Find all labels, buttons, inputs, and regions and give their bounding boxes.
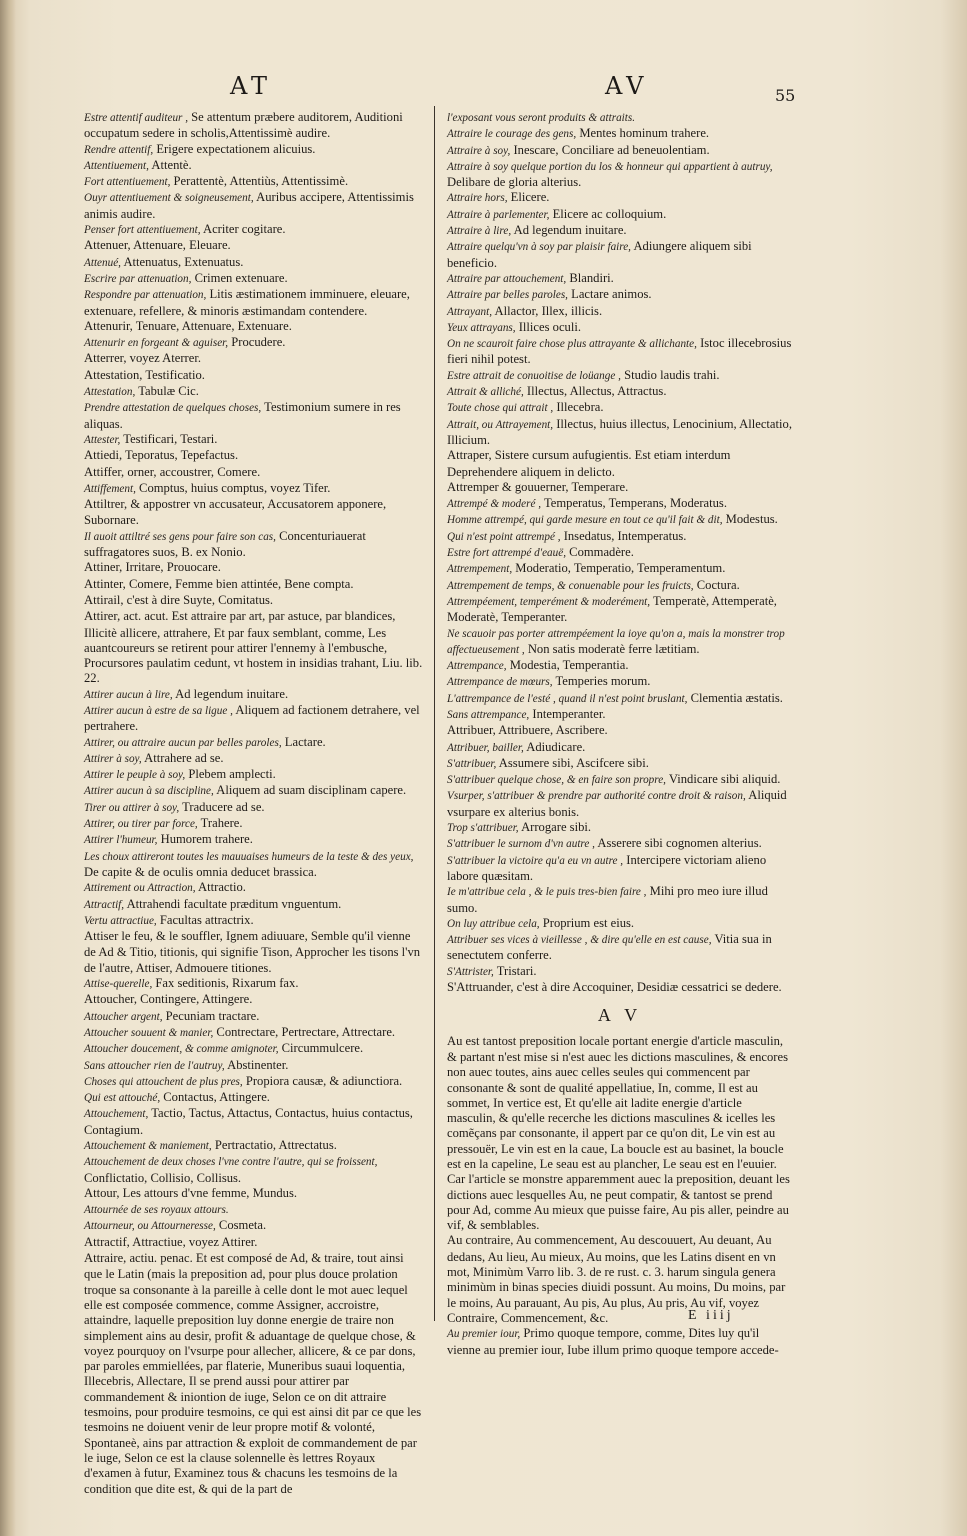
french-phrase: Fort attentiuement, (84, 176, 171, 189)
french-phrase: Attrempement de temps, & conuenable pour les fruicts, (447, 579, 694, 592)
dictionary-entry (447, 1233, 793, 1326)
dictionary-entry (84, 849, 424, 881)
dictionary-entry (84, 687, 424, 703)
french-phrase: Vertu attractiue, (84, 914, 157, 927)
latin-gloss: Attremper & gouuerner, Temperare. (447, 479, 629, 494)
latin-gloss: Attoucher, Contingere, Attingere. (84, 992, 253, 1007)
dictionary-entry (84, 110, 424, 142)
french-phrase: Attirer à soy, (84, 752, 142, 765)
dictionary-entry (84, 880, 424, 896)
dictionary-entry (84, 255, 424, 271)
french-phrase: Attraire à lire, (447, 225, 512, 238)
dictionary-entry (447, 980, 793, 996)
page-number: 55 (775, 86, 796, 105)
dictionary-entry (84, 1251, 424, 1497)
french-phrase: Attouchement, (84, 1108, 149, 1121)
latin-gloss: Illectus, huius illectus, Lenocinium, Allectatio, Illicium. (447, 416, 792, 447)
dictionary-entry (84, 1186, 424, 1202)
latin-gloss: Conflictatio, Collisio, Collisus. (84, 1170, 242, 1185)
dictionary-entry (84, 529, 424, 561)
french-phrase: Attoucher argent, (84, 1010, 163, 1023)
latin-gloss: Attirer, act. acut. Est attraire par art, par astuce, par blandices, Illicitè allicere, attrahere, Et par faux semblant, comme, Les auantcoureurs se retirent pour attirer l'ennemy à l'embusche, Procursores paulatim cedunt, vt hostem in insidias trahant, Liu. lib. 22. (84, 609, 423, 686)
latin-gloss: Coctura. (696, 577, 740, 592)
latin-gloss: Attiffer, orner, accoustrer, Comere. (84, 464, 261, 479)
french-phrase: Attirer, ou attraire aucun par belles paroles, (84, 736, 282, 749)
french-phrase: Attribuer ses vices à vieillesse , & dire qu'elle en est cause, (447, 934, 712, 947)
dictionary-entry (447, 916, 793, 932)
french-phrase: Ie m'attribue cela , & le puis tres-bien faire , (447, 886, 647, 899)
dictionary-entry (447, 578, 793, 594)
french-phrase: Attrayant, (447, 305, 493, 318)
french-phrase: Respondre par attenuation, (84, 289, 207, 302)
latin-gloss: Assumere sibi, Ascifcere sibi. (498, 755, 649, 770)
latin-gloss: Attestation, Testificatio. (84, 367, 205, 382)
latin-gloss: Modestia, Temperantia. (509, 658, 629, 673)
latin-gloss: Insedatus, Intemperatus. (563, 528, 687, 543)
latin-gloss: Attraper, Sistere cursum aufugientis. Est etiam interdum Deprehendere aliquem in delicto. (447, 448, 731, 479)
latin-gloss: Ad legendum inuitare. (513, 223, 627, 238)
french-phrase: Attraire le courage des gens, (447, 128, 577, 141)
dictionary-entry (84, 158, 424, 174)
latin-gloss: Attractio. (198, 880, 246, 895)
dictionary-entry (84, 142, 424, 158)
dictionary-entry (84, 1218, 424, 1234)
latin-gloss: Propiora causæ, & adiunctiora. (245, 1073, 403, 1088)
dictionary-entry (84, 465, 424, 481)
latin-gloss: Au contraire, Au commencement, Au descouuert, Au deuant, Au dedans, Au lieu, Au mieux, Au moins, que les Latins disent en vn mot, Minimùm Varro lib. 3. de re rust. c. 3. harum singula genera minimùm in binas species diuidi possunt. Au moins, Du moins, par le moins, Au parauant, Au pis, Au plus, Au pris, Au vif, voyez Contraire, Commencement, &c. (447, 1233, 786, 1325)
french-phrase: Attirer aucun à sa discipline, (84, 785, 214, 798)
dictionary-entry (84, 577, 424, 593)
french-phrase: L'attrempance de l'esté , quand il n'est point bruslant, (447, 692, 688, 705)
dictionary-entry (447, 304, 793, 320)
latin-gloss: Allactor, Illex, illicis. (494, 303, 603, 318)
latin-gloss: Contrectare, Pertrectare, Attrectare. (216, 1024, 396, 1039)
french-phrase: Tirer ou attirer à soy, (84, 801, 180, 814)
dictionary-entry (447, 448, 793, 480)
dictionary-entry (84, 351, 424, 367)
latin-gloss: Abstinenter. (227, 1057, 289, 1072)
latin-gloss: Delibare de gloria alterius. (447, 175, 582, 190)
latin-gloss: Asserere sibi cognomen alterius. (597, 836, 762, 851)
dictionary-entry (447, 287, 793, 303)
latin-gloss: Primo quoque tempore, comme, Dites luy qu'il vienne au premier iour, Iube illum primo quoque tempore accede- (447, 1326, 779, 1357)
latin-gloss: Se attentum præbere auditorem, Auditioni occupatum sedere in scholis,Attentissimè audire. (84, 110, 403, 141)
dictionary-entry (84, 832, 424, 848)
french-phrase: Attractif, (84, 898, 125, 911)
french-phrase: Trop s'attribuer, (447, 822, 519, 835)
dictionary-entry (447, 884, 793, 916)
latin-gloss: Adiungere aliquem sibi beneficio. (447, 239, 752, 270)
french-phrase: Prendre attestation de quelques choses, (84, 402, 262, 415)
dictionary-entry (447, 1326, 793, 1358)
french-phrase: Attirer le peuple à soy, (84, 769, 186, 782)
latin-gloss: Clementia æstatis. (690, 690, 783, 705)
dictionary-entry (84, 319, 424, 335)
french-phrase: Attirer aucun à lire, (84, 688, 173, 701)
latin-gloss: Non satis moderatè ferre lætitiam. (527, 641, 700, 656)
french-phrase: Attenurir en forgeant & aguiser, (84, 337, 229, 350)
dictionary-entry (84, 992, 424, 1008)
signature-mark: E iiij (688, 1308, 734, 1323)
latin-gloss: Au est tantost preposition locale portant energie d'article masculin, & partant n'est mise si n'est auec les dictions masculines, & encores non auec toutes, ains auec celles seules qui commencent par consonante & sont de qualité appellatiue, In, comme, Il est au sommet, In vertice est, Et qu'elle ait ladite energie d'article masculin, & qu'elle recerche les dictions masculines & icelles les comẽçans par consonante, il appert par ce qu'on dit, Le vin est au pressouër, Le vin est en la caue, La boucle est au basinet, la boucle est en la capeline, Le seau est au plancher, Le seau est en l'euuier. Car l'article se monstre apparemment auec la preposition, deuant les dictions auec lesquelles Au, ne peut compatir, & tantost se prend pour Ad, comme Au mieux que puisse faire, Au pis aller, peindre au vif, & semblables. (447, 1033, 790, 1233)
french-phrase: Attrait & alliché, (447, 386, 524, 399)
dictionary-entry (447, 964, 793, 980)
french-phrase: Attirer aucun à estre de sa ligue , (84, 704, 233, 717)
dictionary-entry (447, 707, 793, 723)
french-phrase: Estre attrait de conuoitise de loüange , (447, 369, 621, 382)
latin-gloss: Tactio, Tactus, Attactus, Contactus, huius contactus, Contagium. (84, 1106, 413, 1137)
dictionary-entry (84, 400, 424, 432)
french-phrase: Choses qui attouchent de plus pres, (84, 1075, 243, 1088)
latin-gloss: Attrahendi facultate præditum vnguentum. (126, 896, 342, 911)
left-column (84, 110, 424, 1497)
dictionary-entry (447, 223, 793, 239)
french-phrase: Penser fort attentiuement, (84, 224, 201, 237)
latin-gloss: Illectus, Allectus, Attractus. (526, 384, 667, 399)
french-phrase: On luy attribue cela, (447, 917, 540, 930)
latin-gloss: Vindicare sibi aliquid. (668, 772, 781, 787)
french-phrase: S'attribuer, (447, 757, 497, 770)
latin-gloss: Intemperanter. (532, 706, 606, 721)
french-phrase: Attestation, (84, 386, 136, 399)
latin-gloss: Attraire, actiu. penac. Et est composé de Ad, & traire, tout ainsi que le Latin (mais la preposition ad, pour plus douce prolation troque sa consonante à la pareille à celle dont le mot auec lequel elle est composée commence, comme Assigner, accroistre, attaindre, laquelle preposition luy donne energie de traire non simplement ains au desir, profit & aduantage de quelque chose, & voyez pourquoy on l'vsurpe pour allecher, allicere, & ce par dons, par paroles emmiellées, par flaterie, Muneribus suaui loquentia, Illecebris, Allectare, Il se prend aussi pour attirer par commandement & iniontion de iuge, Selon ce on dit attraire tesmoins, pour produire tesmoins, ce qui est ainsi dit par ce que les tesmoins ne doiuent venir de leur propre motif & volonté, Spontaneè, ains par attraction & exploit de commandement de par le iuge, Selon ce est la clause solennelle ès lettres Royaux d'examen à futur, Examinez tous & chacuns les tesmoins de la condition que dite est, & qui de la part de (84, 1251, 422, 1496)
binding-gutter (0, 0, 16, 1536)
french-phrase: Vsurper, s'attribuer & prendre par authorité contre droit & raison, (447, 790, 746, 803)
french-phrase: Attraire à parlementer, (447, 208, 550, 221)
dictionary-entry (84, 1202, 424, 1218)
latin-gloss: Trahere. (200, 816, 243, 831)
latin-gloss: Litis æstimationem imminuere, eleuare, extenuare, refellere, & minoris æstimandam contendere. (84, 287, 410, 318)
latin-gloss: Elicere. (510, 190, 550, 205)
french-phrase: Ouyr attentiuement & soigneusement, (84, 192, 254, 205)
latin-gloss: Temperatus, Temperans, Moderatus. (543, 496, 727, 511)
latin-gloss: Istoc illecebrosius fieri nihil potest. (447, 336, 792, 367)
dictionary-entry (447, 159, 793, 191)
latin-gloss: Modestus. (725, 512, 778, 527)
dictionary-entry (84, 271, 424, 287)
french-phrase: Homme attrempé, qui garde mesure en tout ce qu'il fait & dit, (447, 514, 723, 527)
latin-gloss: Humorem trahere. (160, 832, 253, 847)
french-phrase: l'exposant vous seront produits & attraits. (447, 112, 636, 124)
french-phrase: Sans attoucher rien de l'autruy, (84, 1059, 225, 1072)
latin-gloss: Mihi pro meo iure illud sumo. (447, 884, 768, 915)
french-phrase: Attraire à soy, (447, 144, 511, 157)
latin-gloss: Aliquid vsurpare ex alterius bonis. (447, 788, 787, 819)
latin-gloss: Contactus, Attingere. (163, 1090, 270, 1105)
dictionary-entry (447, 756, 793, 772)
dictionary-entry (447, 480, 793, 496)
latin-gloss: Pecuniam tractare. (165, 1008, 260, 1023)
dictionary-entry (447, 336, 793, 368)
french-phrase: Estre attentif auditeur , (84, 112, 188, 124)
french-phrase: Attourneur, ou Attourneresse, (84, 1220, 216, 1233)
dictionary-entry (84, 897, 424, 913)
dictionary-entry (84, 609, 424, 686)
latin-gloss: Concenturiauerat suffragatores suos, B. ex Nonio. (84, 528, 366, 560)
latin-gloss: Aliquem ad suam disciplinam capere. (216, 783, 407, 798)
french-phrase: Attirement ou Attraction, (84, 882, 196, 895)
french-phrase: Attouchement de deux choses l'vne contre l'autre, qui se froissent, (84, 1156, 378, 1169)
latin-gloss: Illices oculi. (518, 319, 581, 334)
dictionary-entry (447, 368, 793, 384)
dictionary-entry (84, 767, 424, 783)
dictionary-entry (447, 512, 793, 528)
latin-gloss: Testificari, Testari. (123, 431, 218, 446)
latin-gloss: Attiltrer, & appostrer vn accusateur, Accusatorem apponere, Subornare. (84, 497, 387, 528)
latin-gloss: Inescare, Conciliare ad beneuolentiam. (513, 142, 710, 157)
latin-gloss: De capite & de oculis omnia deducet brassica. (84, 864, 317, 879)
dictionary-entry (447, 143, 793, 159)
latin-gloss: Facultas attractrix. (159, 912, 254, 927)
latin-gloss: Comptus, huius comptus, voyez Tifer. (139, 480, 331, 495)
dictionary-entry (84, 1058, 424, 1074)
latin-gloss: Studio laudis trahi. (624, 367, 720, 382)
latin-gloss: Attiner, Irritare, Prouocare. (84, 560, 221, 575)
dictionary-entry (84, 913, 424, 929)
french-phrase: Rendre attentif, (84, 143, 154, 156)
french-phrase: Attournée de ses royaux attours. (84, 1204, 229, 1217)
french-phrase: Attraire par attouchement, (447, 272, 567, 285)
latin-gloss: Crimen extenuare. (194, 270, 288, 285)
dictionary-entry (447, 658, 793, 674)
french-phrase: Attenué, (84, 256, 121, 269)
french-phrase: Les choux attireront toutes les mauuaises humeurs de la teste & des yeux, (84, 850, 414, 863)
dictionary-entry (84, 1154, 424, 1186)
french-phrase: Attraire à soy quelque portion du los & honneur qui appartient à autruy, (447, 160, 773, 173)
dictionary-entry (84, 816, 424, 832)
latin-gloss: Attribuer, Attribuere, Ascribere. (447, 723, 608, 738)
latin-gloss: Plebem amplecti. (188, 767, 276, 782)
latin-gloss: Pertractatio, Attrectatus. (214, 1138, 337, 1152)
french-phrase: Escrire par attenuation, (84, 272, 192, 285)
french-phrase: S'Attrister, (447, 965, 494, 978)
dictionary-entry (447, 594, 793, 626)
french-phrase: Attrempé & moderé , (447, 498, 542, 511)
right-column-entries (447, 110, 793, 996)
dictionary-entry (447, 626, 793, 659)
french-phrase: Estre fort attrempé d'eauë, (447, 547, 567, 560)
section-heading: A V (597, 1005, 643, 1026)
dictionary-entry (447, 1034, 793, 1234)
latin-gloss: Attenuatus, Extenuatus. (123, 254, 244, 269)
dictionary-entry (447, 190, 793, 206)
french-phrase: Attrempance, (447, 660, 507, 673)
latin-gloss: Temperatè, Attemperatè, Moderatè, Temperanter. (447, 593, 777, 625)
dictionary-entry (84, 1009, 424, 1025)
french-phrase: Attiffement, (84, 482, 136, 495)
dictionary-entry (84, 703, 424, 735)
dictionary-entry (447, 853, 793, 885)
latin-gloss: Attentè. (151, 157, 192, 172)
latin-gloss: Testimonium sumere in res aliquas. (84, 400, 401, 431)
dictionary-entry (447, 932, 793, 964)
dictionary-entry (447, 772, 793, 788)
latin-gloss: Moderatio, Temperatio, Temperamentum. (515, 561, 726, 576)
french-phrase: Yeux attrayans, (447, 321, 516, 334)
latin-gloss: Acriter cogitare. (202, 222, 286, 237)
latin-gloss: Traducere ad se. (182, 799, 265, 814)
french-phrase: Attraire quelqu'vn à soy par plaisir faire, (447, 241, 631, 254)
latin-gloss: Blandiri. (569, 270, 614, 285)
french-phrase: S'attribuer le surnom d'vn autre , (447, 838, 595, 851)
french-phrase: Attribuer, bailler, (447, 741, 524, 754)
dictionary-entry (447, 271, 793, 287)
french-phrase: Qui est attouché, (84, 1092, 161, 1105)
latin-gloss: Auribus accipere, Attentissimis animis audire. (84, 190, 414, 221)
latin-gloss: Cosmeta. (218, 1218, 267, 1233)
dictionary-entry (84, 929, 424, 976)
french-phrase: On ne scauroit faire chose plus attrayante & allichante, (447, 338, 697, 351)
latin-gloss: Attour, Les attours d'vne femme, Mundus. (84, 1185, 298, 1200)
dictionary-entry (447, 740, 793, 756)
dictionary-entry (447, 691, 793, 707)
french-phrase: Attrait, ou Attrayement, (447, 418, 554, 431)
dictionary-entry (84, 1041, 424, 1057)
left-column-header: AT (230, 72, 273, 100)
dictionary-entry (447, 207, 793, 223)
latin-gloss: Fax seditionis, Rixarum fax. (155, 976, 299, 991)
dictionary-entry (84, 1106, 424, 1138)
dictionary-entry (84, 190, 424, 222)
dictionary-entry (447, 820, 793, 836)
dictionary-entry (447, 545, 793, 561)
right-column-header: AV (605, 72, 649, 100)
dictionary-entry (84, 751, 424, 767)
dictionary-entry (447, 417, 793, 449)
latin-gloss: Atterrer, voyez Aterrer. (84, 351, 201, 366)
french-phrase: Il auoit attiltré ses gens pour faire son cas, (84, 530, 276, 543)
dictionary-entry (84, 222, 424, 238)
french-phrase: S'attribuer quelque chose, & en faire son propre, (447, 774, 666, 787)
french-phrase: Attester, (84, 433, 121, 446)
latin-gloss: Commadère. (569, 545, 634, 560)
french-phrase: Attouchement & maniement, (84, 1140, 212, 1152)
dictionary-entry (447, 561, 793, 577)
dictionary-entry (447, 110, 793, 126)
latin-gloss: Ad legendum inuitare. (175, 686, 289, 701)
latin-gloss: Tristari. (496, 963, 537, 978)
latin-gloss: Illecebra. (556, 400, 604, 415)
latin-gloss: Intercipere victoriam alieno labore quæsitam. (447, 852, 767, 883)
dictionary-entry (84, 1025, 424, 1041)
french-phrase: Qui n'est point attrempé , (447, 530, 561, 543)
dictionary-entry (84, 1074, 424, 1090)
dictionary-entry (84, 735, 424, 751)
dictionary-entry (84, 593, 424, 609)
dictionary-entry (84, 976, 424, 992)
french-phrase: Attrempance de mœurs, (447, 676, 553, 689)
french-phrase: Attirer, ou tirer par force, (84, 818, 198, 831)
french-phrase: Toute chose qui attrait , (447, 402, 554, 415)
dictionary-entry (84, 335, 424, 351)
dictionary-entry (447, 496, 793, 512)
latin-gloss: Circummulcere. (281, 1041, 364, 1056)
french-phrase: Attrempement, (447, 563, 513, 576)
dictionary-entry (84, 560, 424, 576)
dictionary-entry (84, 448, 424, 464)
latin-gloss: Perattentè, Attentiùs, Attentissimè. (173, 174, 349, 189)
dictionary-entry (84, 1138, 424, 1154)
latin-gloss: Tabulæ Cic. (138, 384, 199, 399)
french-phrase: Attrempéement, temperément & moderément, (447, 595, 651, 608)
right-column (447, 110, 793, 1358)
dictionary-entry (84, 497, 424, 529)
latin-gloss: Vitia sua in senectutem conferre. (447, 932, 772, 963)
latin-gloss: Lactare. (284, 734, 326, 749)
dictionary-entry (84, 783, 424, 799)
latin-gloss: Attiedi, Teporatus, Tepefactus. (84, 448, 239, 463)
dictionary-entry (84, 287, 424, 319)
french-phrase: Ne scauoir pas porter attrempéement la ioye qu'on a, mais la monstrer trop affectueusement , (447, 627, 785, 656)
latin-gloss: Attrahere ad se. (144, 750, 224, 765)
latin-gloss: Temperies morum. (555, 674, 651, 689)
dictionary-entry (84, 1090, 424, 1106)
latin-gloss: Attenurir, Tenuare, Attenuare, Extenuare. (84, 318, 292, 333)
dictionary-entry (447, 126, 793, 142)
dictionary-entry (447, 723, 793, 739)
dictionary-entry (84, 238, 424, 254)
french-phrase: S'attribuer la victoire qu'a eu vn autre , (447, 854, 624, 867)
dictionary-entry (84, 174, 424, 190)
dictionary-entry (84, 1235, 424, 1251)
dictionary-entry (84, 800, 424, 816)
french-phrase: Attirer l'humeur, (84, 834, 158, 847)
french-phrase: Attraire hors, (447, 192, 508, 205)
french-phrase: Attoucher doucement, & comme amignoter, (84, 1043, 279, 1056)
french-phrase: Attraire par belles paroles, (447, 289, 568, 302)
latin-gloss: Procudere. (231, 335, 286, 350)
dictionary-entry (447, 836, 793, 852)
latin-gloss: Attractif, Attractiue, voyez Attirer. (84, 1234, 258, 1249)
dictionary-entry (447, 320, 793, 336)
right-column-section-entries (447, 1034, 793, 1358)
dictionary-entry (84, 368, 424, 384)
latin-gloss: Lactare animos. (571, 287, 652, 302)
dictionary-entry (447, 384, 793, 400)
dictionary-entry (447, 239, 793, 271)
dictionary-entry (447, 674, 793, 690)
column-divider (434, 106, 435, 1321)
french-phrase: Au premier iour, (447, 1328, 521, 1341)
latin-gloss: Attinter, Comere, Femme bien attintée, Bene compta. (84, 576, 354, 591)
latin-gloss: Attirail, c'est à dire Suyte, Comitatus. (84, 592, 274, 607)
dictionary-entry (84, 432, 424, 448)
latin-gloss: Adiudicare. (526, 739, 586, 754)
french-phrase: Attoucher souuent & manier, (84, 1026, 214, 1039)
latin-gloss: Mentes hominum trahere. (579, 126, 710, 141)
french-phrase: Attise-querelle, (84, 978, 153, 991)
latin-gloss: Arrogare sibi. (521, 820, 592, 835)
latin-gloss: Attiser le feu, & le souffler, Ignem adiuuare, Semble qu'il vienne de Ad & Titio, titionis, qui signifie Tison, Approcher les tisons l'vn de l'autre, Attiser, Admouere titiones. (84, 929, 421, 975)
latin-gloss: S'Attruander, c'est à dire Accoquiner, Desidiæ cessatrici se dedere. (447, 980, 782, 995)
latin-gloss: Proprium est eius. (542, 915, 635, 930)
french-phrase: Attentiuement, (84, 159, 149, 172)
latin-gloss: Aliquem ad factionem detrahere, vel pertrahere. (84, 702, 420, 734)
french-phrase: Sans attrempance, (447, 708, 530, 721)
latin-gloss: Attenuer, Attenuare, Eleuare. (84, 238, 231, 253)
latin-gloss: Elicere ac colloquium. (552, 206, 667, 221)
latin-gloss: Erigere expectationem alicuius. (156, 141, 316, 156)
dictionary-entry (84, 481, 424, 497)
dictionary-entry (447, 400, 793, 416)
dictionary-entry (447, 529, 793, 545)
dictionary-entry (84, 384, 424, 400)
dictionary-entry (447, 788, 793, 820)
